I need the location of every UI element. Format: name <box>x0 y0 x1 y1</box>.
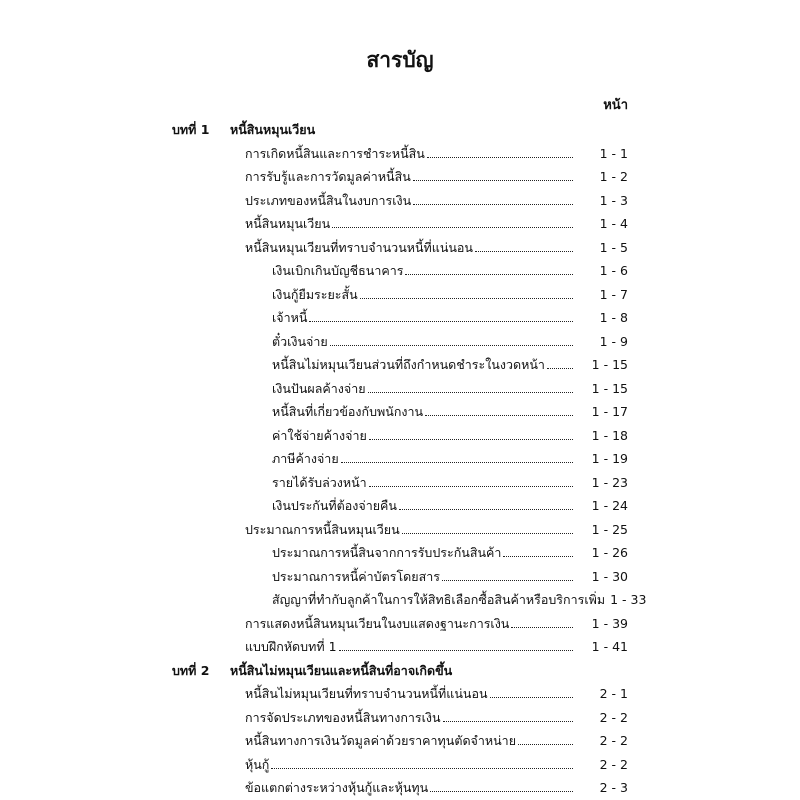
toc-entry-text: แบบฝึกหัดบทที่ 1 <box>245 639 337 654</box>
toc-entry <box>0 167 800 187</box>
toc-entry <box>0 567 800 587</box>
toc-entry-page: 1 - 33 <box>610 592 647 607</box>
toc-entry <box>0 778 800 798</box>
dot-leader <box>405 273 573 275</box>
toc-entry <box>0 308 800 328</box>
toc-entry <box>0 708 800 728</box>
dot-leader <box>413 179 573 181</box>
toc-entry-line <box>245 614 628 634</box>
toc-entry-page: 1 - 26 <box>591 545 628 560</box>
toc-entry-page: 1 - 30 <box>591 568 628 584</box>
toc-entry-line <box>245 731 628 751</box>
toc-entry-page: 1 - 25 <box>591 521 628 537</box>
toc-entry <box>0 755 800 775</box>
toc-entry-text: การแสดงหนี้สินหมุนเวียนในงบแสดงฐานะการเงิน <box>245 615 510 631</box>
toc-entry <box>0 426 800 446</box>
toc-entry-page: 1 - 39 <box>591 615 628 631</box>
dot-leader <box>368 391 573 393</box>
toc-entry-text: เงินเบิกเกินบัญชีธนาคาร <box>272 263 404 278</box>
toc-entry-page: 1 - 1 <box>599 145 628 161</box>
toc-entry <box>0 285 800 305</box>
toc-entry-page: 1 - 2 <box>599 169 628 184</box>
dot-leader <box>547 367 573 369</box>
toc-entry <box>0 191 800 211</box>
toc-entry-text: ประมาณการหนี้สินจากการรับประกันสินค้า <box>272 545 502 560</box>
toc-entry-text: เงินกู้ยืมระยะสั้น <box>272 286 358 302</box>
dot-leader <box>413 203 573 205</box>
toc-entry-page: 1 - 15 <box>591 357 628 372</box>
chapter-number: บทที่ 2 <box>172 662 210 678</box>
toc-entry-line <box>272 332 628 352</box>
toc-entry <box>0 614 800 634</box>
dot-leader <box>369 438 573 440</box>
toc-entry <box>0 238 800 258</box>
toc-entry-page: 2 - 1 <box>599 686 628 701</box>
dot-leader <box>511 626 573 628</box>
toc-entry-line <box>272 261 628 281</box>
toc-entry-line <box>272 308 628 328</box>
toc-entry-line <box>245 778 628 798</box>
dot-leader <box>369 485 573 487</box>
toc-entry-line <box>272 379 628 399</box>
toc-entry-page: 2 - 2 <box>599 733 628 748</box>
chapter-title: หนี้สินหมุนเวียน <box>230 122 316 137</box>
chapter-title: หนี้สินไม่หมุนเวียนและหนี้สินที่อาจเกิดขึ้น <box>230 662 453 678</box>
dot-leader <box>425 414 573 416</box>
dot-leader <box>427 156 573 158</box>
toc-entry-line <box>272 496 628 516</box>
toc-entry <box>0 355 800 375</box>
toc-entry-text: หนี้สินไม่หมุนเวียนส่วนที่ถึงกำหนดชำระในงวดหน้า <box>272 357 545 372</box>
toc-entry-line <box>272 567 628 587</box>
toc-entry-line <box>245 708 628 728</box>
toc-entry-text: ภาษีค้างจ่าย <box>272 451 339 466</box>
toc-entry <box>0 449 800 469</box>
page-column-header: หน้า <box>603 98 628 113</box>
chapter-number: บทที่ 1 <box>172 122 210 137</box>
toc-entry-text: ค่าใช้จ่ายค้างจ่าย <box>272 427 367 443</box>
toc-entry-text: การจัดประเภทของหนี้สินทางการเงิน <box>245 709 441 725</box>
dot-leader <box>309 320 573 322</box>
toc-entry <box>0 144 800 164</box>
toc-entry <box>0 379 800 399</box>
toc-entry-line <box>272 426 628 446</box>
chapter-row <box>0 661 800 681</box>
toc-entry-page: 1 - 6 <box>599 263 628 278</box>
toc-entry <box>0 590 800 610</box>
toc-entry-line <box>245 520 628 540</box>
toc-entry-text: การรับรู้และการวัดมูลค่าหนี้สิน <box>245 169 411 184</box>
toc-entry <box>0 684 800 704</box>
toc-entry-page: 1 - 24 <box>591 498 628 513</box>
toc-entry-line <box>245 684 628 704</box>
toc-entry-text: สัญญาที่ทำกับลูกค้าในการให้สิทธิเลือกซื้อสินค้าหรือบริการเพิ่ม <box>272 592 606 607</box>
toc-title: สารบัญ <box>366 48 434 72</box>
toc-entry-text: เงินปันผลค้างจ่าย <box>272 380 366 396</box>
toc-entry-text: เงินประกันที่ต้องจ่ายคืน <box>272 498 397 513</box>
toc-entry-page: 1 - 8 <box>599 310 628 325</box>
toc-entry-text: หนี้สินที่เกี่ยวข้องกับพนักงาน <box>272 404 424 419</box>
toc-entry-page: 1 - 23 <box>591 474 628 490</box>
toc-entry-line <box>272 590 647 610</box>
dot-leader <box>332 226 573 228</box>
toc-entry-text: หนี้สินหมุนเวียน <box>245 216 331 231</box>
toc-entry-text: หนี้สินหมุนเวียนที่ทราบจำนวนหนี้ที่แน่นอน <box>245 239 473 255</box>
toc-entry-text: ประมาณการหนี้ค่าบัตรโดยสาร <box>272 568 440 584</box>
toc-entry-line <box>245 755 628 775</box>
dot-leader <box>442 579 573 581</box>
toc-entry-text: หุ้นกู้ <box>245 756 270 772</box>
toc-entry <box>0 731 800 751</box>
dot-leader <box>402 532 573 534</box>
dot-leader <box>430 790 573 792</box>
dot-leader <box>443 720 573 722</box>
toc-entry <box>0 543 800 563</box>
toc-entry-page: 1 - 15 <box>591 380 628 396</box>
dot-leader <box>341 461 573 463</box>
toc-entry-page: 1 - 5 <box>599 239 628 255</box>
toc-entry-text: การเกิดหนี้สินและการชำระหนี้สิน <box>245 145 425 161</box>
toc-entry-page: 1 - 3 <box>599 192 628 208</box>
toc-entry-line <box>245 637 628 657</box>
toc-entry-line <box>272 285 628 305</box>
toc-entry-page: 1 - 17 <box>591 404 628 419</box>
toc-entry-page: 1 - 19 <box>591 451 628 466</box>
dot-leader <box>339 649 573 651</box>
toc-entry <box>0 637 800 657</box>
toc-entry-page: 2 - 2 <box>599 709 628 725</box>
toc-entry-line <box>245 144 628 164</box>
toc-entry <box>0 496 800 516</box>
toc-entry <box>0 402 800 422</box>
toc-entry-text: ข้อแตกต่างระหว่างหุ้นกู้และหุ้นทุน <box>245 780 429 795</box>
toc-entry-line <box>272 449 628 469</box>
toc-entry-line <box>245 238 628 258</box>
toc-entry-page: 2 - 2 <box>599 756 628 772</box>
toc-entry-text: หนี้สินไม่หมุนเวียนที่ทราบจำนวนหนี้ที่แน่นอน <box>245 686 488 701</box>
dot-leader <box>330 344 573 346</box>
toc-entry <box>0 332 800 352</box>
toc-entry <box>0 261 800 281</box>
toc-entry <box>0 473 800 493</box>
dot-leader <box>399 508 573 510</box>
toc-entry-text: ตั๋วเงินจ่าย <box>272 333 328 349</box>
toc-entry-line <box>272 473 628 493</box>
toc-entry-page: 1 - 41 <box>591 639 628 654</box>
toc-entry-line <box>272 402 628 422</box>
toc-entry-text: ประเภทของหนี้สินในงบการเงิน <box>245 192 412 208</box>
toc-entry-text: ประมาณการหนี้สินหมุนเวียน <box>245 521 400 537</box>
dot-leader <box>360 297 573 299</box>
dot-leader <box>475 250 573 252</box>
toc-entry-line <box>272 355 628 375</box>
dot-leader <box>271 767 573 769</box>
toc-entry-line <box>245 191 628 211</box>
toc-entry-page: 1 - 18 <box>591 427 628 443</box>
toc-entry-line <box>245 214 628 234</box>
dot-leader <box>518 743 573 745</box>
toc-entry-page: 1 - 9 <box>599 333 628 349</box>
dot-leader <box>490 696 574 698</box>
toc-entry-page: 2 - 3 <box>599 780 628 795</box>
toc-entry <box>0 520 800 540</box>
toc-entry <box>0 214 800 234</box>
toc-entry-text: เจ้าหนี้ <box>272 310 308 325</box>
dot-leader <box>503 555 573 557</box>
toc-entry-page: 1 - 7 <box>599 286 628 302</box>
chapter-row <box>0 120 800 140</box>
toc-entry-text: รายได้รับล่วงหน้า <box>272 474 367 490</box>
toc-entry-text: หนี้สินทางการเงินวัดมูลค่าด้วยราคาทุนตัดจำหน่าย <box>245 733 517 748</box>
toc-entry-line <box>245 167 628 187</box>
toc-entry-line <box>272 543 628 563</box>
toc-entry-page: 1 - 4 <box>599 216 628 231</box>
